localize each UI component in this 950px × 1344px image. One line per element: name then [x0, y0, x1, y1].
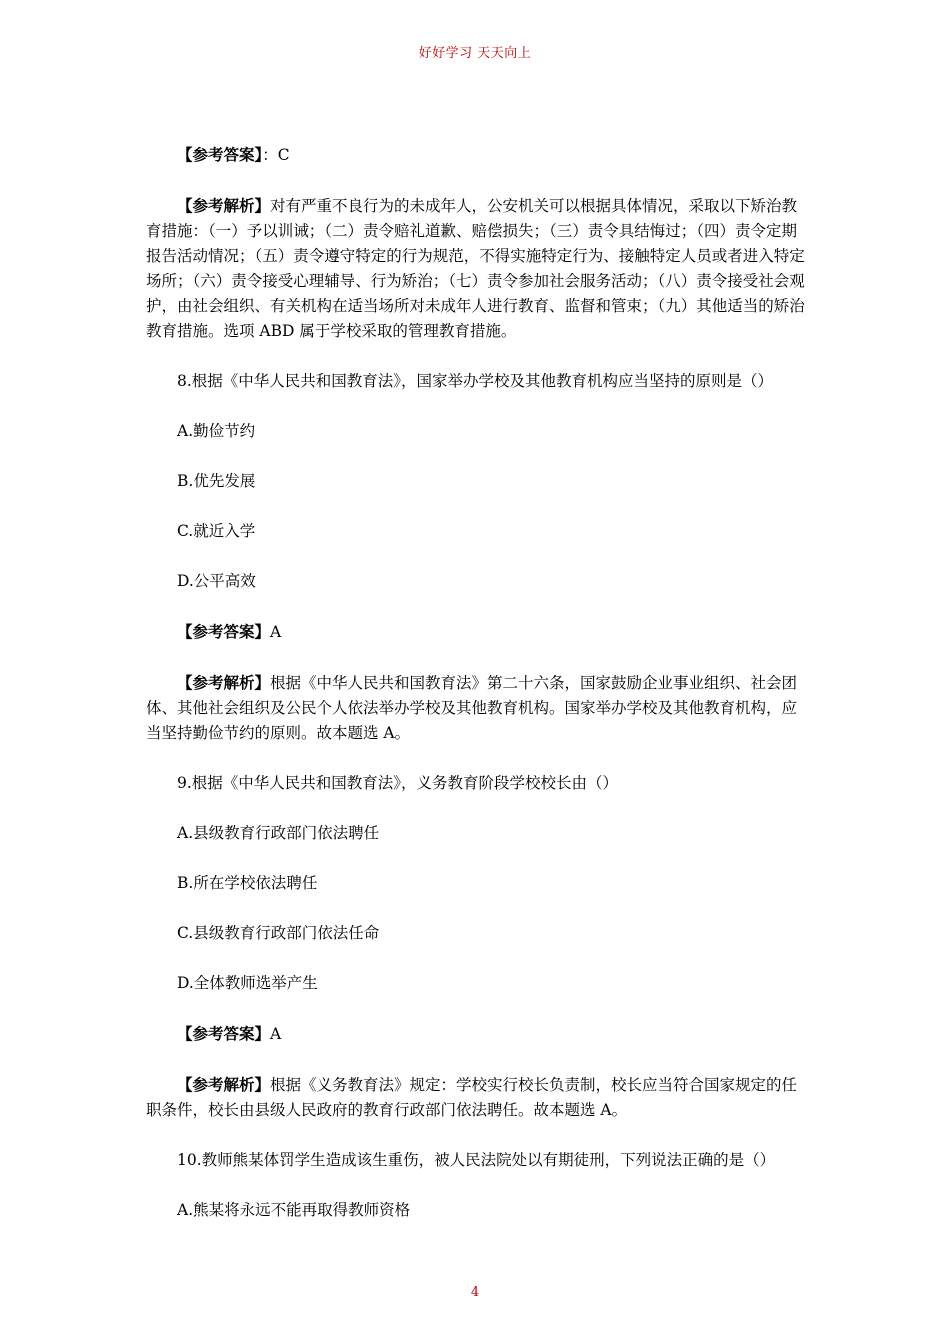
question-10-option-a: A.熊某将永远不能再取得教师资格 — [177, 1201, 411, 1219]
question-8-explanation — [146, 670, 810, 746]
explanation-block — [146, 193, 810, 344]
explanation-label: 【参考解析】 — [177, 1075, 271, 1094]
question-9-option-c: C.县级教育行政部门依法任命 — [177, 924, 380, 942]
question-9-explanation — [146, 1072, 810, 1123]
explanation-text: 对有严重不良行为的未成年人，公安机关可以根据具体情况，采取以下矫治教育措施：（一）予以训诫；（二）责令赔礼道歉、赔偿损失；（三）责令具结悔过；（四）责令定期报告活动情况；（五）责令遵守特定的行为规范，不得实施特定行为、接触特定人员或者进入特定场所；（六）责令接受心理辅导、行为矫治；（七）责令参加社会服务活动；（八）责令接受社会观护，由社会组织、有关机构在适当场所对未成年人进行教育、监督和管束；（九）其他适当的矫治教育措施。选项 ABD 属于学校采取的管理教育措施。 — [146, 197, 805, 340]
question-9: 9.根据《中华人民共和国教育法》，义务教育阶段学校校长由（） — [177, 774, 619, 792]
answer-text: A — [270, 623, 282, 641]
question-8-option-b: B.优先发展 — [177, 472, 256, 490]
question-9-option-d: D.全体教师选举产生 — [177, 974, 318, 992]
question-8-option-a: A.勤俭节约 — [177, 422, 256, 440]
page-header: 好好学习 天天向上 — [418, 46, 532, 61]
question-9-option-b: B.所在学校依法聘任 — [177, 874, 318, 892]
question-8-answer — [146, 619, 810, 645]
question-8: 8.根据《中华人民共和国教育法》，国家举办学校及其他教育机构应当坚持的原则是（） — [177, 372, 774, 390]
question-10: 10.教师熊某体罚学生造成该生重伤，被人民法院处以有期徒刑，下列说法正确的是（） — [177, 1151, 776, 1169]
document-body — [146, 142, 810, 1223]
explanation-text: 根据《中华人民共和国教育法》第二十六条，国家鼓励企业事业组织、社会团体、其他社会组织及公民个人依法举办学校及其他教育机构。国家举办学校及其他教育机构，应当坚持勤俭节约的原则。故本题选 A。 — [146, 674, 798, 742]
explanation-text: 根据《义务教育法》规定：学校实行校长负责制，校长应当符合国家规定的任职条件，校长由县级人民政府的教育行政部门依法聘任。故本题选 A。 — [146, 1076, 798, 1119]
answer-block — [146, 142, 810, 168]
question-9-answer — [146, 1021, 810, 1047]
answer-label: 【参考答案】 — [177, 622, 271, 641]
answer-label: 【参考答案】 — [177, 145, 263, 164]
answer-label: 【参考答案】 — [177, 1024, 271, 1043]
explanation-label: 【参考解析】 — [177, 673, 271, 692]
question-9-option-a: A.县级教育行政部门依法聘任 — [177, 824, 380, 842]
question-8-option-d: D.公平高效 — [177, 572, 256, 590]
page-number: 4 — [470, 1285, 480, 1300]
answer-text: ：C — [262, 146, 290, 164]
answer-text: A — [270, 1025, 282, 1043]
question-8-option-c: C.就近入学 — [177, 522, 256, 540]
explanation-label: 【参考解析】 — [177, 196, 271, 215]
